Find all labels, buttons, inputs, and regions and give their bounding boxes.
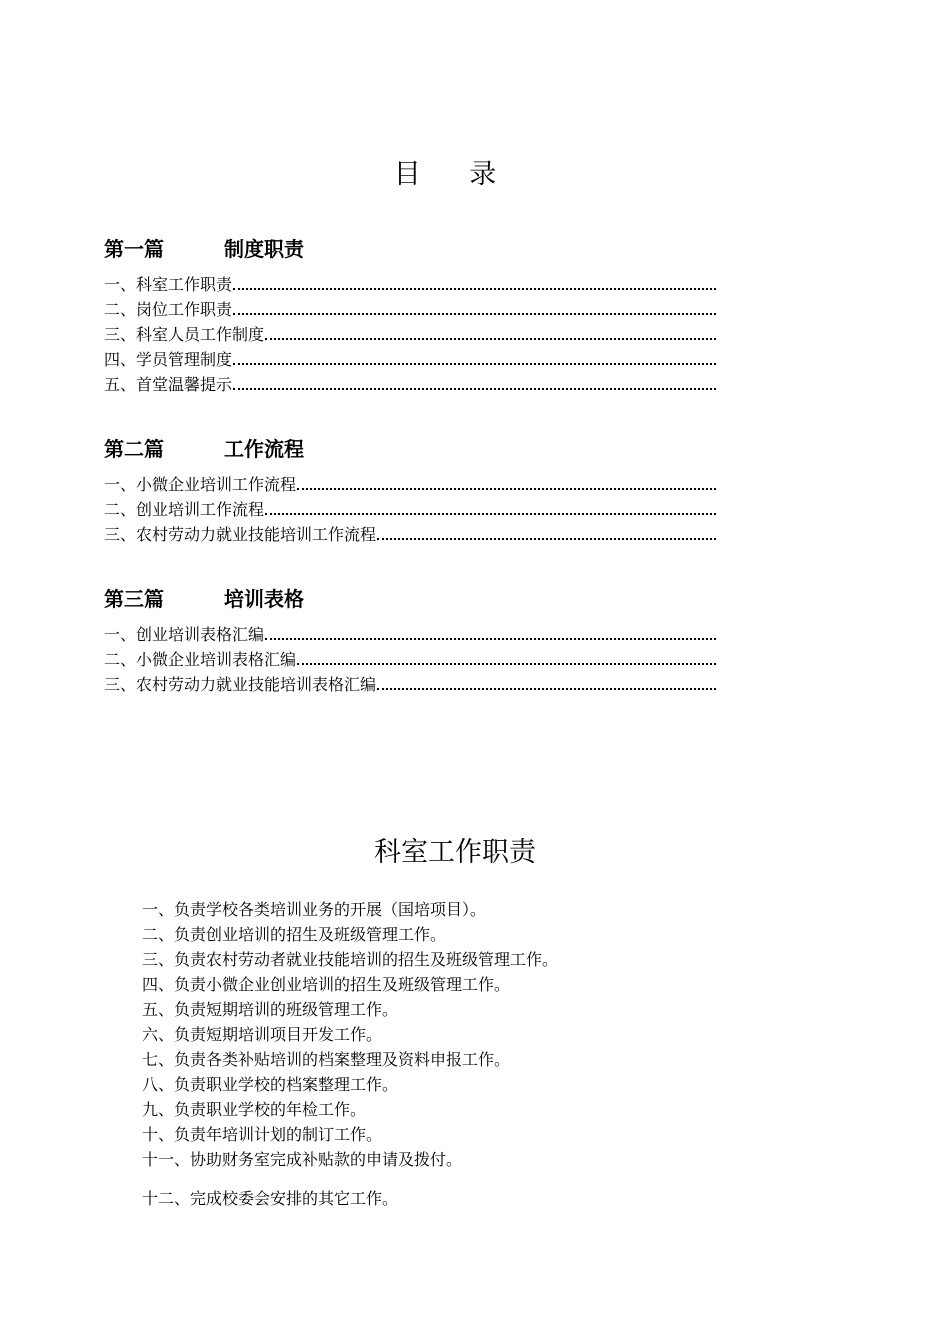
toc-entry-label: 一、小微企业培训工作流程: [104, 475, 297, 494]
duty-item: 十一、协助财务室完成补贴款的申请及拨付。: [142, 1150, 463, 1169]
dot-leader: [265, 626, 716, 640]
toc-entry[interactable]: [104, 297, 716, 322]
section-name: 制度职责: [224, 237, 304, 261]
section-heading: [104, 234, 716, 264]
duty-item: 三、负责农村劳动者就业技能培训的招生及班级管理工作。: [142, 950, 559, 969]
duty-item: 六、负责短期培训项目开发工作。: [142, 1025, 383, 1044]
toc-entry-label: 二、岗位工作职责: [104, 300, 233, 319]
duties-title: 科室工作职责: [374, 837, 536, 868]
toc-entry-label: 三、农村劳动力就业技能培训表格汇编: [104, 675, 377, 694]
toc-section-1: [104, 234, 716, 397]
duty-item: 八、负责职业学校的档案整理工作。: [142, 1075, 399, 1094]
dot-leader: [377, 676, 716, 690]
section-name: 培训表格: [224, 587, 304, 611]
toc-entry[interactable]: [104, 522, 716, 547]
toc-entry-label: 二、小微企业培训表格汇编: [104, 650, 297, 669]
section-name: 工作流程: [224, 437, 304, 461]
dot-leader: [265, 326, 716, 340]
duty-item: 七、负责各类补贴培训的档案整理及资料申报工作。: [142, 1050, 511, 1069]
duty-item: 一、负责学校各类培训业务的开展（国培项目）。: [142, 900, 487, 919]
toc-entry[interactable]: [104, 497, 716, 522]
toc-section-2: [104, 434, 716, 547]
toc-entry[interactable]: [104, 322, 716, 347]
toc-entry[interactable]: [104, 622, 716, 647]
section-heading: [104, 434, 716, 464]
dot-leader: [233, 351, 716, 365]
toc-entry-label: 二、创业培训工作流程: [104, 500, 265, 519]
section-heading: [104, 584, 716, 614]
toc-entry[interactable]: [104, 272, 716, 297]
toc-entry-label: 一、创业培训表格汇编: [104, 625, 265, 644]
toc-entry[interactable]: [104, 472, 716, 497]
toc-entry[interactable]: [104, 672, 716, 697]
dot-leader: [297, 476, 716, 490]
toc-entry-label: 一、科室工作职责: [104, 275, 233, 294]
toc-entry[interactable]: [104, 647, 716, 672]
dot-leader: [265, 501, 716, 515]
toc-entry-label: 三、农村劳动力就业技能培训工作流程: [104, 525, 377, 544]
section-part-label: 第二篇: [104, 437, 164, 461]
toc-section-3: [104, 584, 716, 697]
dot-leader: [297, 651, 716, 665]
dot-leader: [377, 526, 716, 540]
dot-leader: [233, 276, 716, 290]
duties-list: [142, 897, 842, 1211]
duty-item: 四、负责小微企业创业培训的招生及班级管理工作。: [142, 975, 511, 994]
toc-entry-label: 三、科室人员工作制度: [104, 325, 265, 344]
duty-item: 九、负责职业学校的年检工作。: [142, 1100, 367, 1119]
duty-item: 二、负责创业培训的招生及班级管理工作。: [142, 925, 447, 944]
dot-leader: [233, 301, 716, 315]
toc-entry-label: 四、学员管理制度: [104, 350, 233, 369]
duty-item: 十、负责年培训计划的制订工作。: [142, 1125, 383, 1144]
duty-item: 十二、完成校委会安排的其它工作。: [142, 1189, 399, 1208]
toc-entry-label: 五、首堂温馨提示: [104, 375, 233, 394]
toc-entry[interactable]: [104, 372, 716, 397]
section-part-label: 第三篇: [104, 587, 164, 611]
duty-item: 五、负责短期培训的班级管理工作。: [142, 1000, 399, 1019]
toc-title: 目 录: [393, 159, 517, 190]
dot-leader: [233, 376, 716, 390]
section-part-label: 第一篇: [104, 237, 164, 261]
toc-entry[interactable]: [104, 347, 716, 372]
